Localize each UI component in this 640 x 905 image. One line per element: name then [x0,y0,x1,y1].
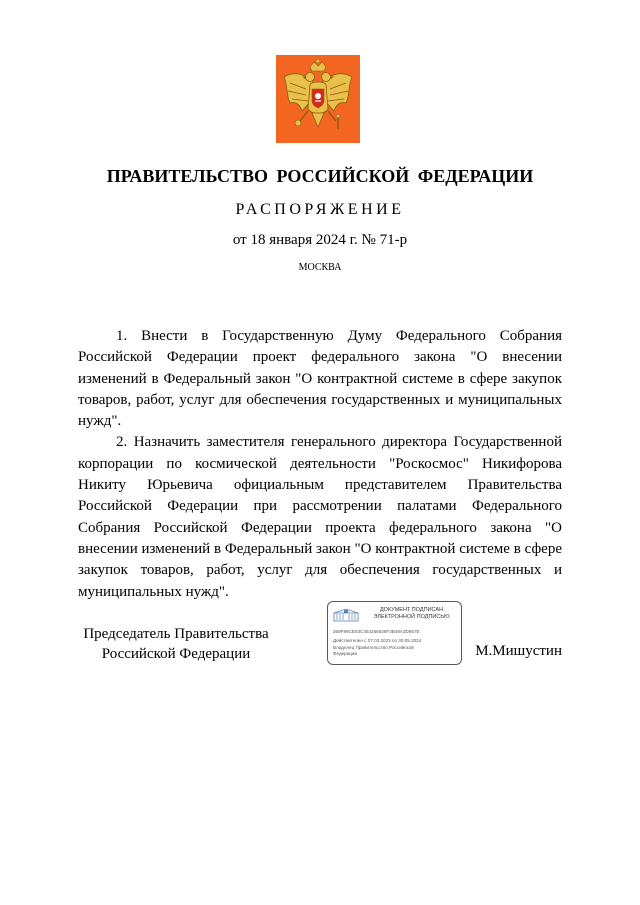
electronic-signature-stamp [327,601,462,665]
document-body [78,326,562,603]
document-type: РАСПОРЯЖЕНИЕ [235,201,405,218]
certificate-number: 269F99CE53C464266636F3B48A3D867E [333,629,420,634]
stamp-title-line-2: ЭЛЕКТРОННОЙ ПОДПИСЬЮ [373,614,450,620]
double-headed-eagle-icon [276,55,360,143]
signatory-position-line-2: Российской Федерации [101,646,251,662]
stamp-title [364,607,459,621]
certificate-owner [333,645,459,656]
document-city: МОСКВА [298,262,342,273]
signatory-name: М.Мишустин [475,643,562,659]
document-date-number: от 18 января 2024 г. № 71-р [232,232,408,248]
coat-of-arms-emblem [276,55,360,143]
certificate-owner-line-1: Владелец Правительство Российской [333,645,414,650]
paragraph-1: 1. Внести в Государственную Думу Федерального Собрания Российской Федерации проект федерального закона "О внесении изменений в Федеральный закон "О контрактной системе в сфере закупок товаров, работ, услуг для обеспечения государственных и муниципальных нужд". [78,328,562,430]
certificate-owner-line-2: Федерации [333,650,358,656]
stamp-title-line-1: ДОКУМЕНТ ПОДПИСАН [379,607,444,613]
government-building-icon [333,608,359,622]
certificate-validity: Действителен с 07.03.2023 по 30.05.2024 [333,638,422,643]
government-title: ПРАВИТЕЛЬСТВО РОССИЙСКОЙ ФЕДЕРАЦИИ [106,166,534,186]
signatory-position-line-1: Председатель Правительства [83,626,269,642]
paragraph-2: 2. Назначить заместителя генерального директора Государственной корпорации по космической деятельности "Роскосмос" Никифорова Никиту Юрьевича официальным представителем Правительства Российской Федерации при рассмотрении палатами Федерального Собрания Российской Федерации проекта федерального закона "О внесении изменений в Федеральный закон "О контрактной системе в сфере закупок товаров, работ, услуг для обеспечения государственных и муниципальных нужд". [78,434,562,600]
signatory-position [78,624,274,664]
